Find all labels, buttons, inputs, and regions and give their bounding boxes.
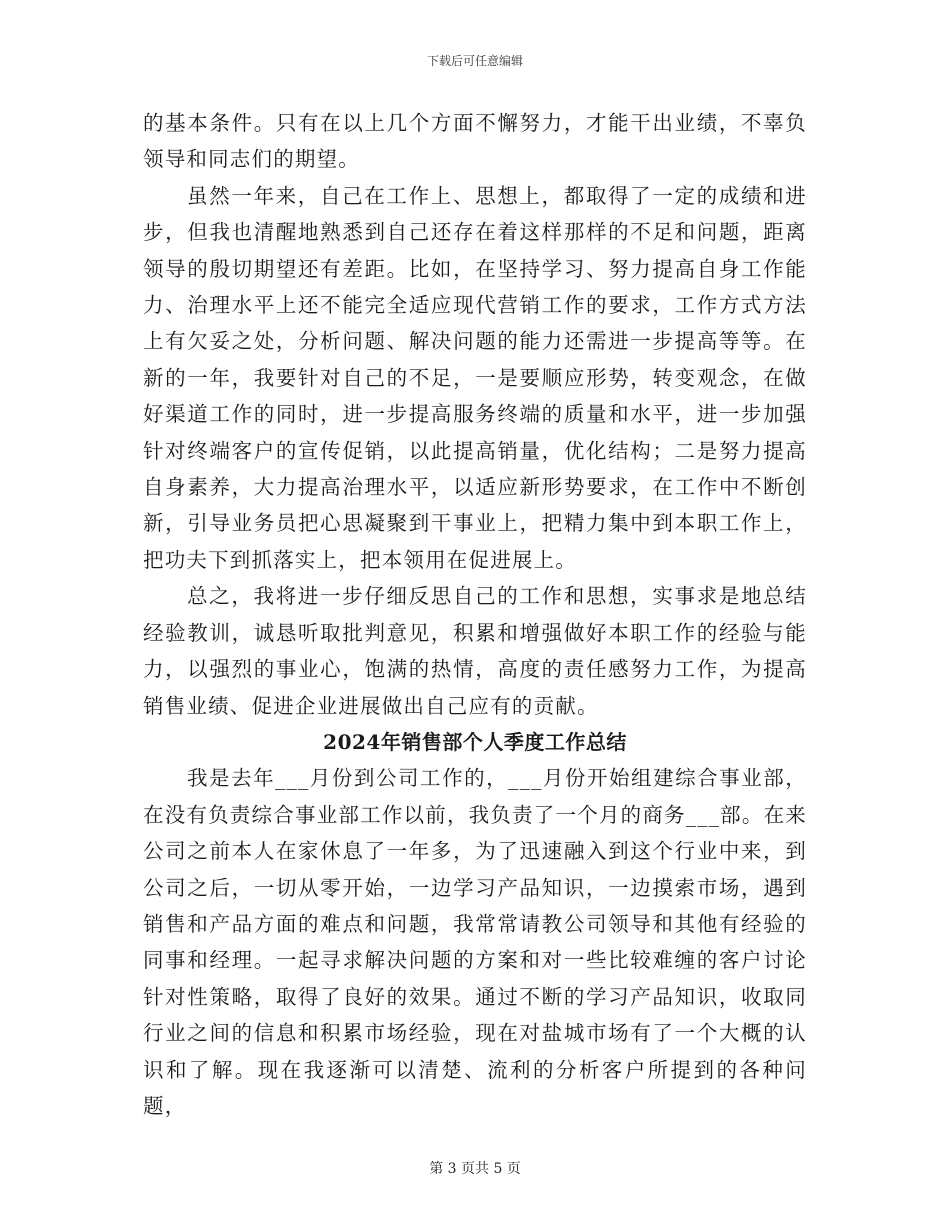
paragraph-conclusion: 总之，我将进一步仔细反思自己的工作和思想，实事求是地总结经验教训，诚恳听取批判意见，积累和增强做好本职工作的经验与能力，以强烈的事业心，饱满的热情，高度的责任感努力工作，为提高销售业绩、促进企业进展做出自己应有的贡献。	[143, 584, 807, 718]
page-footer: 第 3 页共 5 页	[429, 1161, 521, 1177]
section-title: 2024年销售部个人季度工作总结	[323, 729, 627, 754]
paragraph-work-summary: 我是去年___月份到公司工作的，___月份开始组建综合事业部，在没有负责综合事业部工作以前，我负责了一个月的商务___部。在来公司之前本人在家休息了一年多，为了迅速融入到这个行业中来，到公司之后，一切从零开始，一边学习产品知识，一边摸索市场，遇到销售和产品方面的难点和问题，我常常请教公司领导和其他有经验的同事和经理。一起寻求解决问题的方案和对一些比较难缠的客户讨论针对性策略，取得了良好的效果。通过不断的学习产品知识，收取同行业之间的信息和积累市场经验，现在对盐城市场有了一个大概的认识和了解。现在我逐渐可以清楚、流利的分析客户所提到的各种问题，	[143, 766, 807, 1118]
page-header: 下载后可任意编辑	[426, 54, 523, 68]
paragraph-self-reflection: 虽然一年来，自己在工作上、思想上，都取得了一定的成绩和进步，但我也清醒地熟悉到自己还存在着这样那样的不足和问题，距离领导的殷切期望还有差距。比如，在坚持学习、努力提高自身工作能力、治理水平上还不能完全适应现代营销工作的要求，工作方式方法上有欠妥之处，分析问题、解决问题的能力还需进一步提高等等。在新的一年，我要针对自己的不足，一是要顺应形势，转变观念，在做好渠道工作的同时，进一步提高服务终端的质量和水平，进一步加强针对终端客户的宣传促销，以此提高销量，优化结构；二是努力提高自身素养，大力提高治理水平，以适应新形势要求，在工作中不断创新，引导业务员把心思凝聚到干事业上，把精力集中到本职工作上，把功夫下到抓落实上，把本领用在促进展上。	[143, 183, 807, 572]
document-body	[143, 105, 807, 1124]
paragraph-continuation: 的基本条件。只有在以上几个方面不懈努力，才能干出业绩，不辜负领导和同志们的期望。	[143, 111, 807, 172]
